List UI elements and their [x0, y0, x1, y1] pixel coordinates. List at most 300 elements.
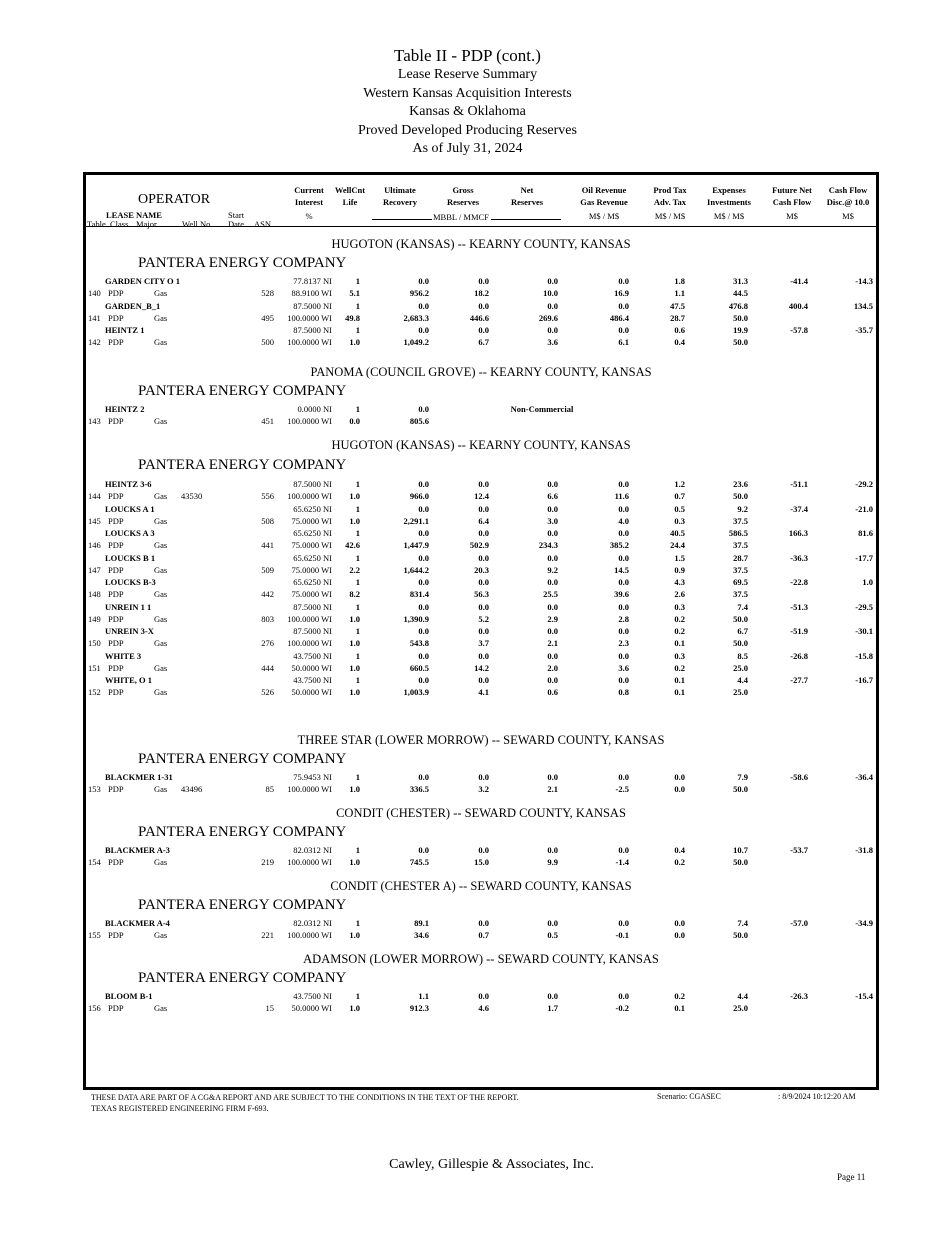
report-subtitle: Kansas & Oklahoma: [409, 104, 526, 119]
value-tax1: 40.5: [670, 528, 685, 538]
value-wellcnt: 1: [355, 626, 360, 636]
value-rev2: 6.1: [618, 337, 629, 347]
field-section-header: CONDIT (CHESTER A) -- SEWARD COUNTY, KANSAS: [330, 879, 632, 893]
operator-name: PANTERA ENERGY COMPANY: [138, 897, 347, 913]
life-header: Life: [342, 197, 358, 207]
value-gross2: 6.7: [478, 337, 489, 347]
lease-name: LOUCKS A 1: [105, 503, 155, 514]
working-interest: 75.0000 WI: [291, 564, 332, 575]
value-net1: 0.0: [547, 479, 558, 489]
value-gross1: 0.0: [478, 325, 489, 335]
net-reserves-header: Reserves: [510, 197, 544, 207]
lease-name: BLACKMER 1-31: [105, 772, 173, 782]
value-tax2: 28.7: [670, 312, 685, 323]
lease-class: PDP: [108, 857, 124, 867]
disclaimer-line: THESE DATA ARE PART OF A CG&A REPORT AND ARE SUBJECT TO THE CONDITIONS IN THE TEXT OF THE REPORT.: [91, 1093, 519, 1102]
value-life: 1.0: [349, 930, 360, 940]
value-tax1: 0.1: [674, 675, 685, 685]
lease-major: Gas: [154, 540, 168, 550]
value-gross2: 18.2: [474, 288, 489, 298]
disc-rate-header: Disc.@ 10.0: [826, 197, 870, 207]
value-net1: 0.0: [547, 300, 558, 311]
lease-name: WHITE, O 1: [105, 675, 152, 685]
value-exp2: 44.5: [733, 288, 748, 298]
table-number: 154: [88, 857, 101, 867]
discounted-cash-flow: -29.5: [855, 601, 873, 612]
table-number: 155: [88, 930, 101, 940]
value-ult1: 0.0: [418, 276, 429, 286]
lease-class: PDP: [108, 687, 124, 697]
major-header: Major: [136, 219, 157, 229]
value-exp1: 19.9: [733, 325, 748, 335]
working-interest: 100.0000 WI: [287, 930, 332, 940]
value-gross1: 0.0: [478, 650, 489, 661]
value-gross2: 3.7: [478, 638, 489, 648]
working-interest: 75.0000 WI: [291, 515, 332, 526]
table-number: 153: [88, 784, 101, 794]
value-net2: 6.6: [547, 491, 558, 501]
future-net-cash-flow: -51.3: [790, 601, 808, 612]
lease-major: Gas: [154, 564, 168, 575]
future-net-cash-flow: -36.3: [790, 552, 808, 563]
value-tax2: 0.2: [674, 613, 685, 624]
value-tax2: 0.3: [674, 515, 685, 526]
lease-name: HEINTZ 3-6: [105, 479, 152, 489]
value-rev1: 0.0: [618, 675, 629, 685]
recovery-header: Recovery: [383, 197, 417, 207]
value-rev2: 486.4: [609, 312, 629, 323]
table-number: 151: [88, 662, 101, 673]
value-ult2: 543.8: [409, 638, 429, 648]
lease-class: PDP: [108, 930, 124, 940]
value-ult1: 0.0: [418, 601, 429, 612]
field-section-header: HUGOTON (KANSAS) -- KEARNY COUNTY, KANSAS: [331, 438, 631, 452]
units-rule-right: [491, 219, 561, 220]
non-commercial-note: Non-Commercial: [510, 404, 574, 414]
value-tax2: 0.0: [674, 930, 685, 940]
value-exp1: 7.9: [737, 772, 748, 782]
report-timestamp: : 8/9/2024 10:12:20 AM: [778, 1092, 856, 1101]
gross-reserves-header: Reserves: [446, 197, 480, 207]
start-header: Start: [228, 210, 245, 220]
discounted-cash-flow: -21.0: [855, 503, 873, 514]
lease-major: Gas: [154, 613, 168, 624]
net-interest: 87.5000 NI: [293, 300, 332, 311]
value-life: 1.0: [349, 662, 360, 673]
future-net-cash-flow: -51.1: [790, 479, 808, 489]
asn-value: 219: [261, 857, 274, 867]
lease-major: Gas: [154, 589, 168, 599]
future-net-cash-flow: -26.3: [790, 991, 808, 1001]
value-exp1: 9.2: [737, 503, 748, 514]
discounted-cash-flow: -17.7: [855, 552, 873, 563]
lease-major: Gas: [154, 491, 168, 501]
value-tax2: 0.2: [674, 857, 685, 867]
lease-row: [86, 675, 876, 701]
lease-row: [86, 991, 876, 1017]
lease-row: [86, 651, 876, 677]
table-number: 142: [88, 337, 101, 347]
discounted-cash-flow: 81.6: [858, 528, 873, 538]
value-wellcnt: 1: [355, 276, 360, 286]
lease-class: PDP: [108, 540, 124, 550]
value-rev1: 0.0: [618, 479, 629, 489]
table-header: Table: [87, 219, 106, 229]
value-rev1: 0.0: [618, 503, 629, 514]
value-gross1: 0.0: [478, 552, 489, 563]
lease-row: [86, 602, 876, 628]
lease-class: PDP: [108, 515, 124, 526]
lease-row: [86, 772, 876, 798]
value-gross2: 502.9: [469, 540, 489, 550]
units-rule-left: [372, 219, 432, 220]
lease-class: PDP: [108, 491, 124, 501]
future-net-cash-flow: -53.7: [790, 845, 808, 855]
value-exp2: 50.0: [733, 491, 748, 501]
value-ult1: 0.0: [418, 325, 429, 335]
value-ult2: 956.2: [409, 288, 429, 298]
asn-value: 444: [261, 662, 274, 673]
net-interest: 43.7500 NI: [293, 991, 332, 1001]
value-ult1: 0.0: [418, 300, 429, 311]
value-tax2: 0.4: [674, 337, 685, 347]
value-tax1: 0.0: [674, 918, 685, 928]
value-tax2: 0.1: [674, 687, 685, 697]
value-ult1: 0.0: [418, 503, 429, 514]
value-exp1: 28.7: [733, 552, 748, 563]
value-wellcnt: 1: [355, 675, 360, 685]
value-life: 8.2: [349, 589, 360, 599]
value-gross1: 0.0: [478, 845, 489, 855]
value-ult2: 660.5: [409, 662, 429, 673]
tax-units-header: M$ / M$: [654, 211, 686, 221]
table-number: 147: [88, 564, 101, 575]
well-number: 43496: [181, 784, 203, 794]
working-interest: 100.0000 WI: [287, 416, 332, 426]
lease-row: [86, 404, 876, 430]
value-wellcnt: 1: [355, 650, 360, 661]
table-number: 145: [88, 515, 101, 526]
value-gross2: 20.3: [474, 564, 489, 575]
lease-row: [86, 626, 876, 652]
asn-value: 221: [261, 930, 274, 940]
value-exp2: 37.5: [733, 540, 748, 550]
lease-class: PDP: [108, 312, 124, 323]
future-net-cash-flow: -57.8: [790, 325, 808, 335]
value-rev2: 14.5: [614, 564, 629, 575]
future-net-cash-flow: 166.3: [788, 528, 808, 538]
value-rev1: 0.0: [618, 991, 629, 1001]
value-rev2: -0.2: [615, 1003, 629, 1013]
value-rev1: 0.0: [618, 577, 629, 587]
well-number: 43530: [181, 491, 203, 501]
net-interest: 75.9453 NI: [293, 772, 332, 782]
value-net2: 1.7: [547, 1003, 558, 1013]
lease-name: WHITE 3: [105, 650, 142, 661]
lease-name: HEINTZ 1: [105, 325, 145, 335]
value-ult2: 2,683.3: [403, 312, 429, 323]
operator-name: PANTERA ENERGY COMPANY: [138, 457, 347, 473]
net-interest: 82.0312 NI: [293, 845, 332, 855]
working-interest: 75.0000 WI: [291, 540, 332, 550]
current-header: Current: [294, 185, 324, 195]
reserve-table: [83, 172, 879, 1090]
report-subtitle: Proved Developed Producing Reserves: [358, 122, 577, 138]
table-number: 146: [88, 540, 101, 550]
value-life: 1.0: [349, 337, 360, 347]
value-life: 1.0: [349, 491, 360, 501]
date-header: Date: [228, 219, 245, 229]
value-ult1: 0.0: [418, 404, 429, 414]
value-exp2: 37.5: [733, 564, 748, 575]
net-interest: 43.7500 NI: [293, 650, 332, 661]
working-interest: 100.0000 WI: [287, 638, 332, 648]
value-ult1: 0.0: [418, 650, 429, 661]
value-exp1: 586.5: [728, 528, 748, 538]
future-net-cash-flow: -57.0: [790, 918, 808, 928]
value-rev2: 16.9: [614, 288, 629, 298]
lease-row: [86, 528, 876, 554]
lease-major: Gas: [154, 515, 168, 526]
value-life: 5.1: [349, 288, 360, 298]
gross-header: Gross: [452, 185, 474, 195]
value-rev2: 2.3: [618, 638, 629, 648]
value-life: 49.8: [345, 312, 360, 323]
value-net2: 269.6: [538, 312, 558, 323]
future-net-cash-flow: -26.8: [790, 650, 808, 661]
net-interest: 65.6250 NI: [293, 528, 332, 538]
value-tax2: 0.0: [674, 784, 685, 794]
lease-major: Gas: [154, 337, 168, 347]
net-interest: 0.0000 NI: [297, 404, 332, 414]
value-net1: 0.0: [547, 503, 558, 514]
lease-name: LOUCKS B-3: [105, 577, 156, 587]
net-interest: 82.0312 NI: [293, 918, 332, 928]
lease-major: Gas: [154, 312, 168, 323]
value-gross2: 14.2: [474, 662, 489, 673]
discounted-cash-flow: 134.5: [853, 300, 873, 311]
report-subtitle: Western Kansas Acquisition Interests: [363, 85, 572, 101]
value-ult1: 0.0: [418, 772, 429, 782]
working-interest: 75.0000 WI: [291, 589, 332, 599]
value-tax2: 0.1: [674, 638, 685, 648]
value-tax1: 0.4: [674, 845, 685, 855]
value-net1: 0.0: [547, 325, 558, 335]
asn-value: 441: [261, 540, 274, 550]
working-interest: 50.0000 WI: [291, 687, 332, 697]
value-net2: 234.3: [538, 540, 558, 550]
value-exp2: 25.0: [733, 687, 748, 697]
value-net1: 0.0: [547, 276, 558, 286]
table-number: 144: [88, 491, 101, 501]
value-exp2: 50.0: [733, 337, 748, 347]
value-rev2: 11.6: [614, 491, 629, 501]
value-tax2: 2.6: [674, 589, 685, 599]
asn-value: 528: [261, 288, 274, 298]
value-rev1: 0.0: [618, 552, 629, 563]
value-exp2: 50.0: [733, 613, 748, 624]
report-disclaimer: [91, 1092, 519, 1114]
working-interest: 100.0000 WI: [287, 312, 332, 323]
value-rev1: 0.0: [618, 601, 629, 612]
value-ult1: 0.0: [418, 626, 429, 636]
value-tax1: 1.8: [674, 276, 685, 286]
value-ult1: 0.0: [418, 675, 429, 685]
value-exp1: 4.4: [737, 675, 748, 685]
operator-name: PANTERA ENERGY COMPANY: [138, 383, 347, 399]
value-rev1: 0.0: [618, 845, 629, 855]
value-net1: 0.0: [547, 991, 558, 1001]
value-rev1: 0.0: [618, 626, 629, 636]
value-ult2: 831.4: [409, 589, 429, 599]
revenue-units-header: M$ / M$: [588, 211, 620, 221]
wellcnt-header: WellCnt: [334, 185, 366, 195]
asn-value: 451: [261, 416, 274, 426]
reserve-units-header: MBBL / MMCF: [433, 212, 489, 222]
expenses-header: Expenses: [712, 185, 746, 195]
value-exp1: 31.3: [733, 276, 748, 286]
value-ult1: 0.0: [418, 577, 429, 587]
working-interest: 100.0000 WI: [287, 337, 332, 347]
value-exp2: 50.0: [733, 784, 748, 794]
value-tax1: 0.3: [674, 601, 685, 612]
asn-value: 442: [261, 589, 274, 599]
working-interest: 100.0000 WI: [287, 491, 332, 501]
value-life: 42.6: [345, 540, 360, 550]
value-gross2: 3.2: [478, 784, 489, 794]
table-number: 143: [88, 416, 101, 426]
lease-name: BLACKMER A-3: [105, 845, 170, 855]
lease-major: Gas: [154, 662, 168, 673]
value-wellcnt: 1: [355, 918, 360, 928]
value-gross2: 12.4: [474, 491, 489, 501]
future-net-cash-flow: -58.6: [790, 772, 808, 782]
discounted-cash-flow: -29.2: [855, 479, 873, 489]
value-wellcnt: 1: [355, 528, 360, 538]
value-ult2: 966.0: [409, 491, 429, 501]
value-rev1: 0.0: [618, 772, 629, 782]
value-rev1: 0.0: [618, 918, 629, 928]
value-gross2: 56.3: [474, 589, 489, 599]
value-exp1: 8.5: [737, 650, 748, 661]
value-exp2: 50.0: [733, 930, 748, 940]
lease-major: Gas: [154, 930, 168, 940]
value-gross1: 0.0: [478, 991, 489, 1001]
value-wellcnt: 1: [355, 845, 360, 855]
value-wellcnt: 1: [355, 601, 360, 612]
firm-name: Cawley, Gillespie & Associates, Inc.: [389, 1157, 594, 1172]
class-header: Class: [110, 219, 129, 229]
lease-class: PDP: [108, 662, 124, 673]
pct-header: %: [305, 211, 313, 221]
value-gross1: 0.0: [478, 772, 489, 782]
asn-value: 803: [261, 613, 274, 624]
value-gross2: 15.0: [474, 857, 489, 867]
value-ult2: 34.6: [414, 930, 429, 940]
net-interest: 65.6250 NI: [293, 577, 332, 587]
value-ult1: 0.0: [418, 552, 429, 563]
lease-row: [86, 276, 876, 302]
discounted-cash-flow: -14.3: [855, 276, 873, 286]
lease-class: PDP: [108, 589, 124, 599]
lease-name: GARDEN CITY O 1: [105, 276, 181, 286]
value-exp1: 7.4: [737, 601, 748, 612]
net-header: Net: [520, 185, 534, 195]
asn-value: 495: [261, 312, 274, 323]
table-number: 150: [88, 638, 101, 648]
net-interest: 87.5000 NI: [293, 479, 332, 489]
table-number: 140: [88, 288, 101, 298]
value-rev2: -1.4: [615, 857, 629, 867]
value-wellcnt: 1: [355, 479, 360, 489]
value-rev2: 385.2: [609, 540, 629, 550]
value-net2: 9.9: [547, 857, 558, 867]
value-net1: 0.0: [547, 552, 558, 563]
value-exp2: 50.0: [733, 857, 748, 867]
lease-class: PDP: [108, 337, 124, 347]
value-gross1: 0.0: [478, 675, 489, 685]
value-rev2: 0.8: [618, 687, 629, 697]
value-net2: 9.2: [547, 564, 558, 575]
value-gross1: 0.0: [478, 626, 489, 636]
table-number: 141: [88, 312, 101, 323]
value-rev1: 0.0: [618, 325, 629, 335]
asn-value: 556: [261, 491, 274, 501]
net-interest: 87.5000 NI: [293, 325, 332, 335]
lease-row: [86, 504, 876, 530]
lease-major: Gas: [154, 687, 168, 697]
value-gross2: 4.1: [478, 687, 489, 697]
value-gross1: 0.0: [478, 601, 489, 612]
lease-major: Gas: [154, 857, 168, 867]
field-section-header: HUGOTON (KANSAS) -- KEARNY COUNTY, KANSAS: [331, 237, 631, 251]
adv-tax-header: Adv. Tax: [653, 197, 687, 207]
value-tax2: 0.7: [674, 491, 685, 501]
value-net1: 0.0: [547, 650, 558, 661]
lease-name-header: LEASE NAME: [106, 210, 162, 220]
field-section-header: ADAMSON (LOWER MORROW) -- SEWARD COUNTY, KANSAS: [303, 952, 659, 966]
value-rev2: 39.6: [614, 589, 629, 599]
net-interest: 77.8137 NI: [293, 276, 332, 286]
value-ult2: 1,447.9: [403, 540, 429, 550]
asn-value: 276: [261, 638, 274, 648]
value-ult2: 805.6: [409, 416, 429, 426]
lease-row: [86, 577, 876, 603]
value-wellcnt: 1: [355, 991, 360, 1001]
value-ult2: 745.5: [409, 857, 429, 867]
value-net2: 10.0: [543, 288, 558, 298]
value-ult2: 1,390.9: [403, 613, 429, 624]
discounted-cash-flow: -35.7: [855, 325, 873, 335]
future-net-cash-flow: 400.4: [788, 300, 808, 311]
value-tax1: 0.2: [674, 626, 685, 636]
report-date: As of July 31, 2024: [412, 141, 523, 156]
net-interest: 43.7500 NI: [293, 675, 332, 685]
lease-name: BLOOM B-1: [105, 991, 153, 1001]
value-net1: 0.0: [547, 845, 558, 855]
discounted-cash-flow: -36.4: [855, 772, 873, 782]
expense-units-header: M$ / M$: [713, 211, 745, 221]
future-net-cash-flow: -27.7: [790, 675, 808, 685]
value-rev2: 2.8: [618, 613, 629, 624]
value-net2: 2.1: [547, 784, 558, 794]
lease-row: [86, 479, 876, 505]
value-tax1: 1.5: [674, 552, 685, 563]
discounted-cash-flow: -31.8: [855, 845, 873, 855]
value-wellcnt: 1: [355, 772, 360, 782]
value-tax1: 0.2: [674, 991, 685, 1001]
value-gross2: 446.6: [469, 312, 489, 323]
